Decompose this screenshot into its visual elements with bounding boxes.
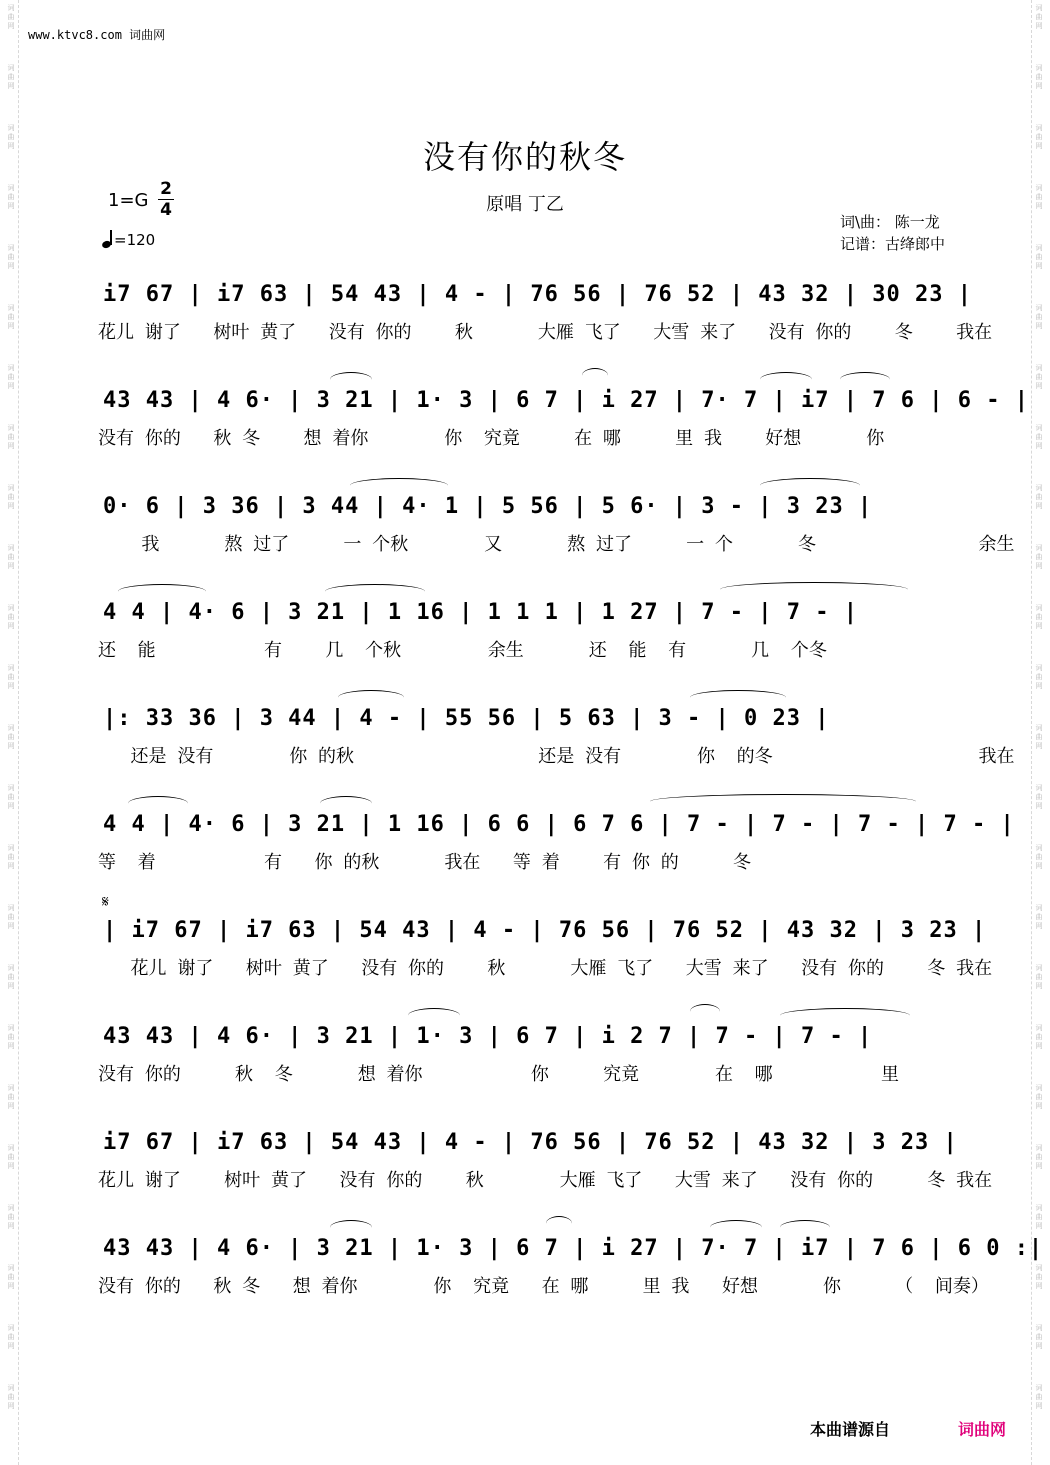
lyrics-row: 花儿 谢了 树叶 黄了 没有 你的 秋 大雁 飞了 大雪 来了 没有 你的 冬 我在 [98,958,993,979]
lyrics-row: 我 熬 过了 一 个秋 又 熬 过了 一 个 冬 余生 [98,534,1015,555]
watermark-text: 词 曲 网 [1035,184,1043,210]
segno-sign: 𝄋 [102,892,109,911]
notes-row-text: | i7 67 | i7 63 | 54 43 | 4 - | 76 56 | 76 52 | 43 32 | 3 23 | [103,918,987,943]
watermark-text: 词 曲 网 [7,304,15,330]
watermark-text: 词 曲 网 [1035,904,1043,930]
time-signature-bottom: 4 [160,200,172,220]
quarter-note-icon [102,230,114,248]
lyrics-row: 没有 你的 秋 冬 想 着你 你 究竟 在 哪 里 [98,1064,900,1085]
slur [330,1220,372,1235]
slur [780,1008,910,1023]
notes-row [95,488,955,526]
watermark-text: 词 曲 网 [7,1144,15,1170]
lyrics-row: 花儿 谢了 树叶 黄了 没有 你的 秋 大雁 飞了 大雪 来了 没有 你的 冬 我在 [98,322,993,343]
watermark-text: 词 曲 网 [1035,544,1043,570]
watermark-text: 词 曲 网 [7,64,15,90]
time-signature [158,180,174,219]
slur [780,1220,830,1235]
notes-row [95,594,955,632]
watermark-text: 词 曲 网 [1035,784,1043,810]
lyrics-row: 等 着 有 你 的秋 我在 等 着 有 你 的 冬 [98,852,751,873]
watermark-text: 词 曲 网 [1035,664,1043,690]
notes-row-text: 0· 6 | 3 36 | 3 44 | 4· 1 | 5 56 | 5 6· | 3 - | 3 23 | [103,494,873,519]
notes-row-text: i7 67 | i7 63 | 54 43 | 4 - | 76 56 | 76 52 | 43 32 | 3 23 | [103,1130,958,1155]
slur [760,372,812,387]
footer-source-label: 本曲谱源自 [810,1420,891,1439]
watermark-text: 词 曲 网 [1035,1324,1043,1350]
watermark-text: 词 曲 网 [7,124,15,150]
slur [330,372,372,387]
watermark-text: 词 曲 网 [7,244,15,270]
notes-row-text: 4 4 | 4· 6 | 3 21 | 1 16 | 6 6 | 6 7 6 | 7 - | 7 - | 7 - | 7 - | [103,812,1015,837]
watermark-text: 词 曲 网 [7,784,15,810]
notes-row [95,1018,955,1056]
slur [118,584,206,599]
watermark-text: 词 曲 网 [1035,4,1043,30]
left-watermark-strip [4,0,19,1465]
lyricist-credit: 词\曲： 陈一龙 [839,213,940,231]
watermark-text: 词 曲 网 [1035,304,1043,330]
watermark-text: 词 曲 网 [1035,1384,1043,1410]
lyrics-row: 花儿 谢了 树叶 黄了 没有 你的 秋 大雁 飞了 大雪 来了 没有 你的 冬 我在 [98,1170,993,1191]
slur [690,1004,720,1019]
watermark-text: 词 曲 网 [7,4,15,30]
notes-row [95,382,1029,420]
notes-row-text: 43 43 | 4 6· | 3 21 | 1· 3 | 6 7 | i 27 | 7· 7 | i7 | 7 6 | 6 - | [103,388,1029,413]
watermark-text: 词 曲 网 [7,484,15,510]
watermark-text: 词 曲 网 [7,904,15,930]
watermark-text: 词 曲 网 [1035,424,1043,450]
watermark-text: 词 曲 网 [7,1204,15,1230]
slur [710,1220,762,1235]
notes-row-text: 4 4 | 4· 6 | 3 21 | 1 16 | 1 1 1 | 1 27 | 7 - | 7 - | [103,600,858,625]
watermark-text: 词 曲 网 [1035,244,1043,270]
tempo-value: =120 [114,231,156,249]
watermark-text: 词 曲 网 [1035,1264,1043,1290]
time-signature-top: 2 [160,179,172,199]
watermark-text: 词 曲 网 [1035,604,1043,630]
watermark-text: 词 曲 网 [7,724,15,750]
notes-row [95,806,1015,844]
slur [338,690,404,705]
song-title: 没有你的秋冬 [422,138,627,176]
slur [325,584,425,599]
notes-row-text: 43 43 | 4 6· | 3 21 | 1· 3 | 6 7 | i 2 7 | 7 - | 7 - | [103,1024,873,1049]
watermark-text: 词 曲 网 [7,424,15,450]
notes-row [95,700,955,738]
lyrics-row: 还 能 有 几 个秋 余生 还 能 有 几 个冬 [98,640,827,661]
footer-source-site: 词曲网 [958,1420,1007,1439]
watermark-text: 词 曲 网 [7,1264,15,1290]
lyrics-row: 没有 你的 秋 冬 想 着你 你 究竟 在 哪 里 我 好想 你 （ 间奏） [98,1276,989,1297]
watermark-text: 词 曲 网 [7,1324,15,1350]
watermark-text: 词 曲 网 [1035,364,1043,390]
slur [350,478,448,493]
watermark-text: 词 曲 网 [7,604,15,630]
slur [760,478,860,493]
watermark-text: 词 曲 网 [1035,964,1043,990]
watermark-text: 词 曲 网 [7,844,15,870]
watermark-text: 词 曲 网 [1035,1024,1043,1050]
watermark-text: 词 曲 网 [1035,1144,1043,1170]
notes-row [95,1124,958,1162]
lyrics-row: 还是 没有 你 的秋 还是 没有 你 的冬 我在 [98,746,1015,767]
watermark-text: 词 曲 网 [7,964,15,990]
notes-row [95,1230,1044,1268]
watermark-text: 词 曲 网 [1035,844,1043,870]
notes-row [95,276,972,314]
lyrics-row: 没有 你的 秋 冬 想 着你 你 究竟 在 哪 里 我 好想 你 [98,428,885,449]
original-singer: 原唱 丁乙 [486,194,564,215]
watermark-text: 词 曲 网 [1035,484,1043,510]
slur [128,796,188,811]
slur [546,1216,572,1231]
slur [690,690,786,705]
notes-row-text: i7 67 | i7 63 | 54 43 | 4 - | 76 56 | 76 52 | 43 32 | 30 23 | [103,282,972,307]
watermark-text: 词 曲 网 [7,1024,15,1050]
watermark-text: 词 曲 网 [1035,1084,1043,1110]
watermark-text: 词 曲 网 [7,1384,15,1410]
key-signature: 1=G [108,190,149,211]
slur [582,368,608,383]
watermark-text: 词 曲 网 [7,1084,15,1110]
watermark-text: 词 曲 网 [1035,1204,1043,1230]
tempo-marking [102,230,155,249]
notes-row [95,912,987,950]
slur [650,794,916,809]
watermark-text: 词 曲 网 [1035,64,1043,90]
site-header: www.ktvc8.com 词曲网 [28,28,166,42]
slur [840,372,890,387]
watermark-text: 词 曲 网 [1035,124,1043,150]
slur [720,582,908,597]
watermark-text: 词 曲 网 [7,544,15,570]
watermark-text: 词 曲 网 [1035,724,1043,750]
slur [408,1008,460,1023]
watermark-text: 词 曲 网 [7,664,15,690]
slur [320,796,372,811]
transcriber-credit: 记谱：古绛郎中 [839,235,945,253]
credits [840,211,945,255]
notes-row-text: 43 43 | 4 6· | 3 21 | 1· 3 | 6 7 | i 27 | 7· 7 | i7 | 7 6 | 6 0 :| [103,1236,1044,1261]
watermark-text: 词 曲 网 [7,364,15,390]
notes-row-text: |: 33 36 | 3 44 | 4 - | 55 56 | 5 63 | 3 - | 0 23 | [103,706,830,731]
watermark-text: 词 曲 网 [7,184,15,210]
